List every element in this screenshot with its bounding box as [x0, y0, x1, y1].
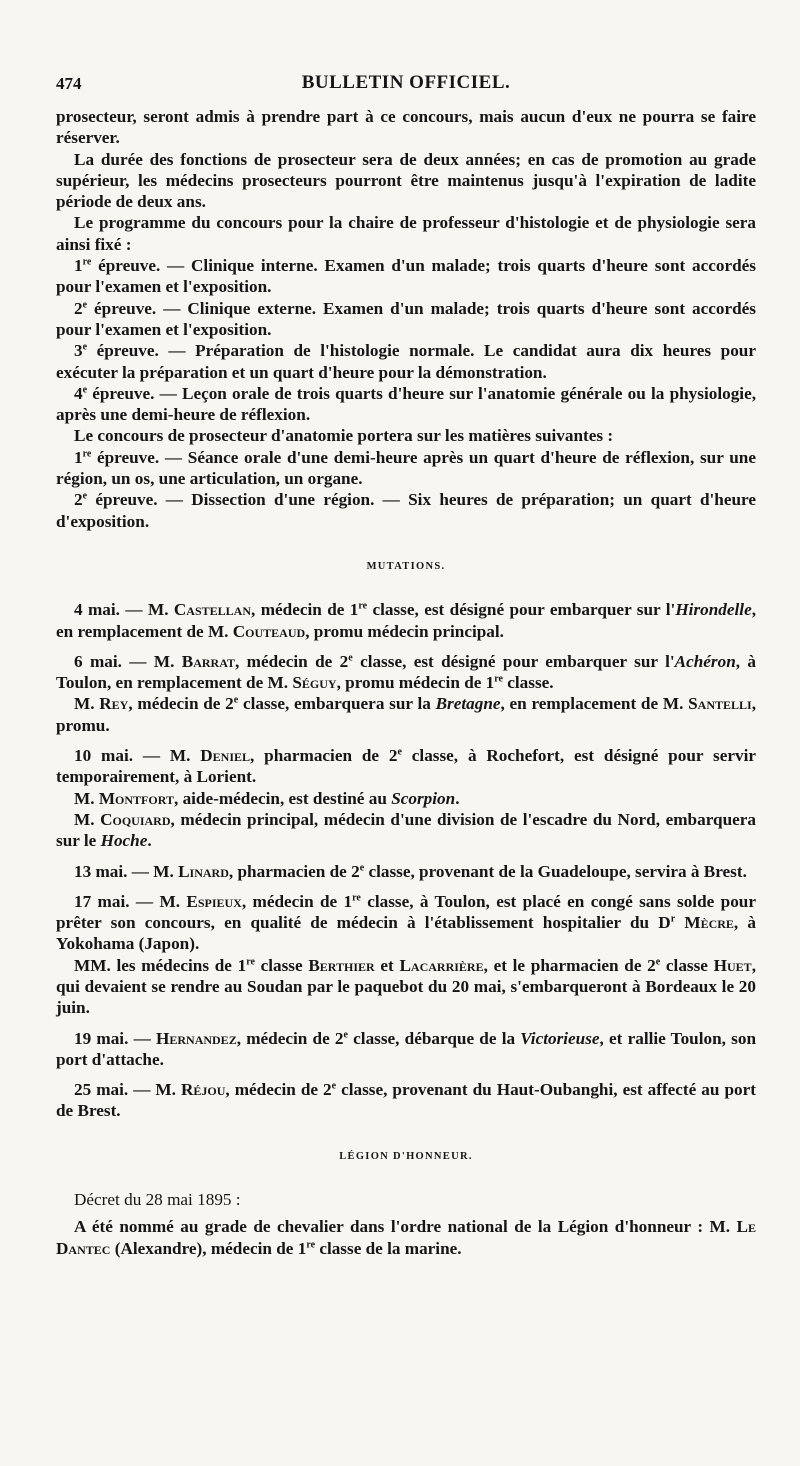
mutation-entry: 4 mai. — M. Castellan, médecin de 1re classe, est désigné pour embarquer sur l'Hirondelle, en remplacement de M. Couteaud, promu médecin principal. [56, 600, 756, 641]
exam-item: 4e épreuve. — Leçon orale de trois quarts d'heure sur l'anatomie générale ou la physiologie, après une demi-heure de réflexion. [56, 383, 756, 425]
mutation-entry: 25 mai. — M. Réjou, médecin de 2e classe, provenant du Haut-Oubanghi, est affecté au port de Brest. [56, 1080, 756, 1121]
decree-line: Décret du 28 mai 1895 : [74, 1190, 241, 1210]
paragraph: Le programme du concours pour la chaire de professeur d'histologie et de physiologie sera ainsi fixé : [56, 213, 756, 254]
paragraph: Le concours de prosecteur d'anatomie portera sur les matières suivantes : [74, 426, 614, 446]
paragraph: La durée des fonctions de prosecteur sera de deux années; en cas de promotion au grade supérieur, les médecins prosecteurs pourront être maintenus jusqu'à l'expiration de ladite période de deux ans. [56, 149, 756, 212]
page-body [56, 106, 756, 1259]
section-heading-mutations: MUTATIONS. [366, 560, 446, 572]
mutation-entry: M. Montfort, aide-médecin, est destiné au Scorpion. [74, 788, 460, 808]
mutation-entry: MM. les médecins de 1re classe Berthier et Lacarrière, et le pharmacien de 2e classe Huet, qui devaient se rendre au Soudan par le paquebot du 20 mai, s'embarqueront à Bordeaux le 20 juin. [56, 955, 756, 1018]
exam-item: 2e épreuve. — Clinique externe. Examen d'un malade; trois quarts d'heure sont accordés pour l'examen et l'exposition. [56, 298, 756, 339]
exam-item: 1re épreuve. — Clinique interne. Examen d'un malade; trois quarts d'heure sont accordés pour l'examen et l'exposition. [56, 256, 756, 297]
page-header [56, 70, 756, 100]
mutation-entry: 19 mai. — Hernandez, médecin de 2e classe, débarque de la Victorieuse, et rallie Toulon, son port d'attache. [56, 1028, 756, 1069]
mutation-entry: 10 mai. — M. Deniel, pharmacien de 2e classe, à Rochefort, est désigné pour servir temporairement, à Lorient. [56, 746, 756, 787]
running-title: BULLETIN OFFICIEL. [301, 72, 511, 93]
paragraph: prosecteur, seront admis à prendre part à ce concours, mais aucun d'eux ne pourra se faire réserver. [56, 107, 756, 148]
legion-entry: A été nommé au grade de chevalier dans l'ordre national de la Légion d'honneur : M. Le Dantec (Alexandre), médecin de 1re classe de la marine. [56, 1217, 756, 1258]
mutation-entry: M. Coquiard, médecin principal, médecin d'une division de l'escadre du Nord, embarquera sur le Hoche. [56, 809, 756, 851]
exam-item: 1re épreuve. — Séance orale d'une demi-heure après un quart d'heure de réflexion, sur une région, un os, une articulation, un organe. [56, 447, 756, 489]
exam-item: 2e épreuve. — Dissection d'une région. — Six heures de préparation; un quart d'heure d'exposition. [56, 490, 756, 531]
mutation-entry: 17 mai. — M. Espieux, médecin de 1re classe, à Toulon, est placé en congé sans solde pour prêter son concours, en qualité de médecin à l'établissement hospitalier du $D^r$ Mècre, à Yokohama (Japon). [56, 891, 757, 954]
section-heading-legion: LÉGION D'HONNEUR. [339, 1150, 473, 1162]
mutation-entry: 6 mai. — M. Barrat, médecin de 2e classe, est désigné pour embarquer sur l'Achéron, à Toulon, en remplacement de M. Séguy, promu médecin de 1re classe. [56, 651, 756, 693]
mutation-entry: M. Rey, médecin de 2e classe, embarquera sur la Bretagne, en remplacement de M. Santelli, promu. [56, 694, 756, 735]
exam-item: 3e épreuve. — Préparation de l'histologie normale. Le candidat aura dix heures pour exécuter la préparation et un quart d'heure pour la démonstration. [56, 341, 756, 382]
mutation-entry: 13 mai. — M. Linard, pharmacien de 2e classe, provenant de la Guadeloupe, servira à Brest. [74, 861, 747, 881]
page-number: 474 [56, 74, 82, 93]
